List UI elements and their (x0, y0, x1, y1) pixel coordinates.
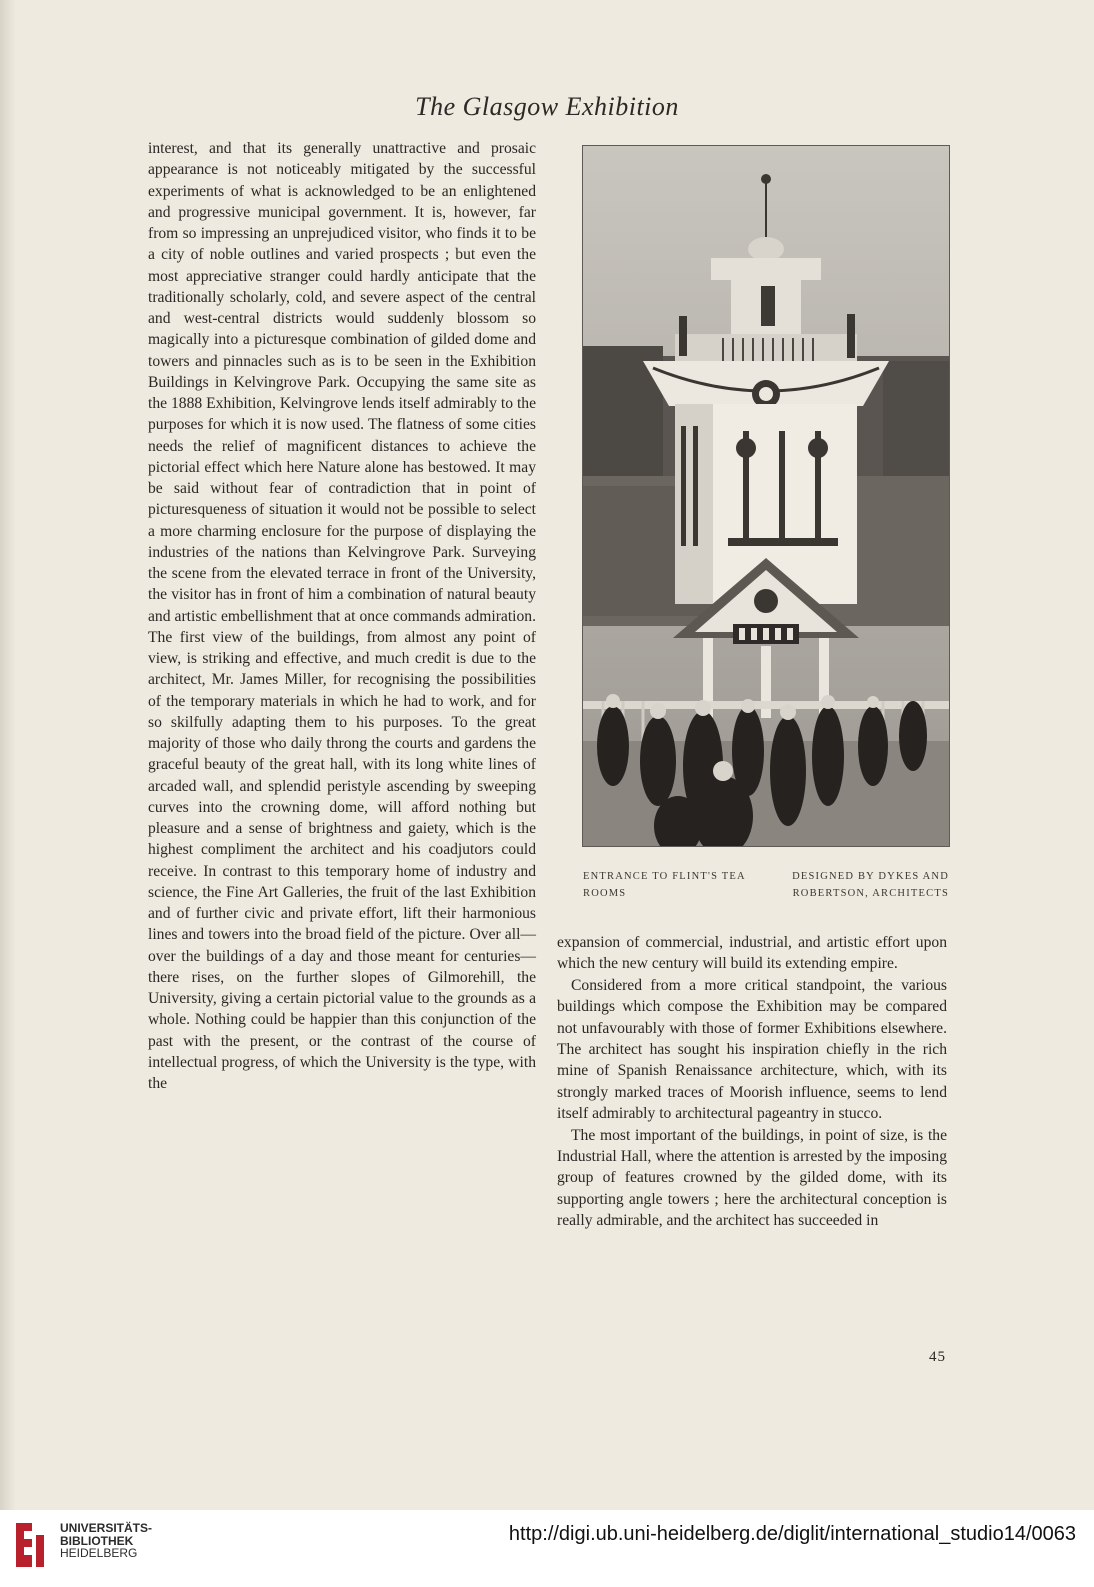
right-paragraph-1: expansion of commercial, industrial, and artistic effort upon which the new century will build its extending empire. (557, 934, 947, 973)
page-binding-edge (0, 0, 16, 1510)
right-paragraph-3: The most important of the buildings, in point of size, is the Industrial Hall, where the attention is arrested by the imposing group of features crowned by the gilded dome, with its supporting angle towers ; here the architectural conception is really admirable, and the architect has succeeded in (557, 1126, 947, 1230)
library-name (60, 1522, 152, 1560)
right-paragraph-2: Considered from a more critical standpoint, the various buildings which compose the Exhibition may be compared not unfavourably with those of former Exhibitions elsewhere. The architect has sought his inspiration chiefly in the rich mine of Spanish Renaissance architecture, which, with its strongly marked traces of Moorish influence, seems to lend itself admirably to architectural pageantry in stucco. (557, 976, 947, 1123)
left-paragraph-1: interest, and that its generally unattractive and prosaic appearance is not noticeably mitigated by the successful experiments of what is acknowledged to be an enlightened and progressive municipal government. It is, however, far from so impressing an unprejudiced visitor, who finds it to be a city of noble outlines and varied prospects ; but even the most appreciative stranger could hardly anticipate that the traditionally scholarly, cold, and severe aspect of the central and west-central districts would suddenly blossom so magically into a picturesque combination of gilded dome and towers and pinnacles such as is to be seen in the Exhibition Buildings in Kelvingrove Park. Occupying the same site as the 1888 Exhibition, Kelvingrove lends itself admirably to the purposes for which it is now used. The flatness of some cities needs the relief of magnificent distances to achieve the pictorial effect which here Nature alone has bestowed. It may be said without fear of contradiction that in point of picturesqueness of situation it would not be possible to select a more charming enclosure for the purpose of displaying the industries of the nations than Kelvingrove Park. Surveying the scene from the elevated terrace in front of the University, the visitor has in front of him a combination of natural beauty and artistic embellishment that at once commands admiration. The first view of the buildings, from almost any point of view, is striking and effective, and much credit is due to the architect, Mr. James Miller, for recognising the possibilities of the temporary materials in which he had to work, and for so skilfully adapting them to his purposes. To the great majority of those who daily throng the courts and gardens the graceful beauty of the great hall, with its long white lines of arcaded wall, and splendid peristyle ascending by sweeping curves into the crowning dome, will afford nothing but pleasure and a sense of brightness and gaiety, which is the highest compliment the architect and his coadjutors could receive. In contrast to this temporary home of industry and science, the Fine Art Galleries, the fruit of the last Exhibition and of further civic and private effort, lift their harmonious lines and towers into the broad field of the picture. Over all—over the buildings of a day and those meant for centuries—there rises, on the further slopes of Gilmorehill, the University, giving a certain pictorial value to the grounds as a whole. Nothing could be happier than this conjunction of the past with the present, or the contrast of the course of intellectual progress, of which the University is the type, with the (148, 140, 536, 1092)
library-name-line-2: BIBLIOTHEK (60, 1533, 134, 1548)
library-name-line-3: HEIDELBERG (60, 1546, 138, 1560)
page-number: 45 (929, 1349, 946, 1365)
running-head: The Glasgow Exhibition (415, 92, 679, 121)
university-library-logo-icon (12, 1519, 48, 1571)
digitization-footer (0, 1510, 1094, 1587)
figure-caption-title: ENTRANCE TO FLINT'S TEA ROOMS (583, 871, 746, 899)
source-url-link[interactable]: http://digi.ub.uni-heidelberg.de/diglit/international_studio14/0063 (508, 1523, 1076, 1545)
photograph-flints-tea-rooms (582, 145, 950, 847)
right-column (557, 932, 947, 1232)
figure-caption-credit: DESIGNED BY DYKES AND ROBERTSON, ARCHITECTS (792, 871, 949, 899)
library-name-line-1: UNIVERSITÄTS- (60, 1521, 153, 1535)
left-column (148, 138, 536, 1094)
